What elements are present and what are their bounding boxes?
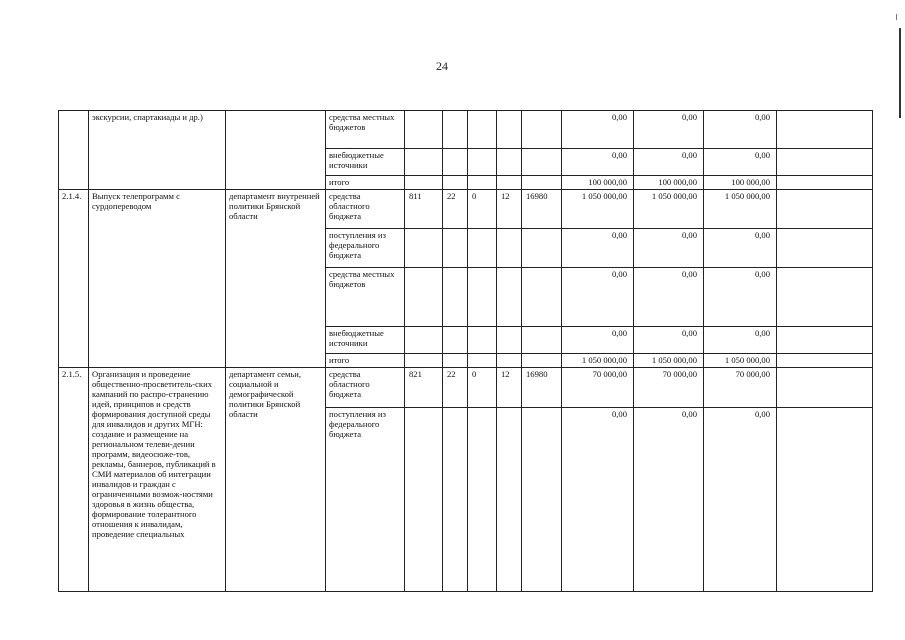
- cell-value: 0,00: [634, 327, 704, 354]
- cell-source: поступления из федерального бюджета: [326, 229, 405, 268]
- cell-code: 12: [497, 368, 522, 408]
- cell-value: 1 050 000,00: [562, 354, 634, 368]
- cell-executor: департамент семьи, социальной и демографической политики Брянской области: [226, 368, 326, 592]
- cell-num: [59, 111, 89, 190]
- cell-value: 0,00: [562, 229, 634, 268]
- table-row: [59, 368, 873, 408]
- cell-value: 0,00: [634, 408, 704, 592]
- cell-value: 0,00: [634, 268, 704, 327]
- cell-name: Организация и проведение общественно-просветитель-ских кампаний по распро-странению идей, принципов и средств формирования доступной среды для инвалидов и других МГН: создание и размещение на региональном телеви-дении программ, видеосюже-тов, рекламы, баннеров, публикаций в СМИ материалов об интеграции инвалидов и граждан с ограниченными возмож-ностями здоровья в жизнь общества, формирование толерантного отношения к инвалидам, проведение специальных: [89, 368, 226, 592]
- cell-source: средства областного бюджета: [326, 190, 405, 229]
- cell-value: 1 050 000,00: [704, 190, 777, 229]
- cell-value: 0,00: [562, 408, 634, 592]
- cell-value: 70 000,00: [704, 368, 777, 408]
- cell-source: поступления из федерального бюджета: [326, 408, 405, 592]
- cell-code: 22: [443, 368, 468, 408]
- cell-source: средства местных бюджетов: [326, 268, 405, 327]
- cell-value: 1 050 000,00: [704, 354, 777, 368]
- margin-mark: [899, 28, 901, 118]
- cell-source: внебюджетные источники: [326, 149, 405, 176]
- cell-code: 16980: [522, 190, 562, 229]
- cell-value: 0,00: [704, 149, 777, 176]
- scan-tick-mark: [896, 14, 897, 20]
- cell-value: 0,00: [634, 111, 704, 149]
- cell-num: 2.1.5.: [59, 368, 89, 592]
- cell-value: 0,00: [562, 149, 634, 176]
- cell-value: 0,00: [562, 327, 634, 354]
- cell-value: 0,00: [704, 229, 777, 268]
- cell-source: средства местных бюджетов: [326, 111, 405, 149]
- cell-name: Выпуск телепрограмм с сурдопереводом: [89, 190, 226, 368]
- cell-value: 0,00: [562, 111, 634, 149]
- cell-executor: [226, 111, 326, 190]
- cell-value: 1 050 000,00: [634, 354, 704, 368]
- cell-code: 0: [468, 368, 497, 408]
- budget-table: [58, 110, 873, 592]
- cell-source: внебюджетные источники: [326, 327, 405, 354]
- cell-value: 0,00: [704, 111, 777, 149]
- cell-value: 70 000,00: [562, 368, 634, 408]
- cell-value: 0,00: [634, 229, 704, 268]
- table-row: [59, 111, 873, 149]
- cell-source: средства областного бюджета: [326, 368, 405, 408]
- cell-value: 0,00: [704, 327, 777, 354]
- cell-code: 12: [497, 190, 522, 229]
- cell-code: 22: [443, 190, 468, 229]
- cell-executor: департамент внутренней политики Брянской области: [226, 190, 326, 368]
- cell-source: итого: [326, 176, 405, 190]
- cell-num: 2.1.4.: [59, 190, 89, 368]
- cell-value: 1 050 000,00: [634, 190, 704, 229]
- cell-value: 100 000,00: [562, 176, 634, 190]
- cell-value: 0,00: [562, 268, 634, 327]
- page-number: 24: [436, 59, 448, 73]
- cell-source: итого: [326, 354, 405, 368]
- cell-name: экскурсии, спартакиады и др.): [89, 111, 226, 190]
- cell-value: 0,00: [704, 268, 777, 327]
- cell-value: 70 000,00: [634, 368, 704, 408]
- cell-value: 0,00: [634, 149, 704, 176]
- cell-code: 811: [405, 190, 443, 229]
- cell-value: 100 000,00: [634, 176, 704, 190]
- cell-value: 100 000,00: [704, 176, 777, 190]
- cell-code: 0: [468, 190, 497, 229]
- cell-value: 1 050 000,00: [562, 190, 634, 229]
- cell-value: 0,00: [704, 408, 777, 592]
- table-row: [59, 190, 873, 229]
- cell-code: 821: [405, 368, 443, 408]
- cell-code: 16980: [522, 368, 562, 408]
